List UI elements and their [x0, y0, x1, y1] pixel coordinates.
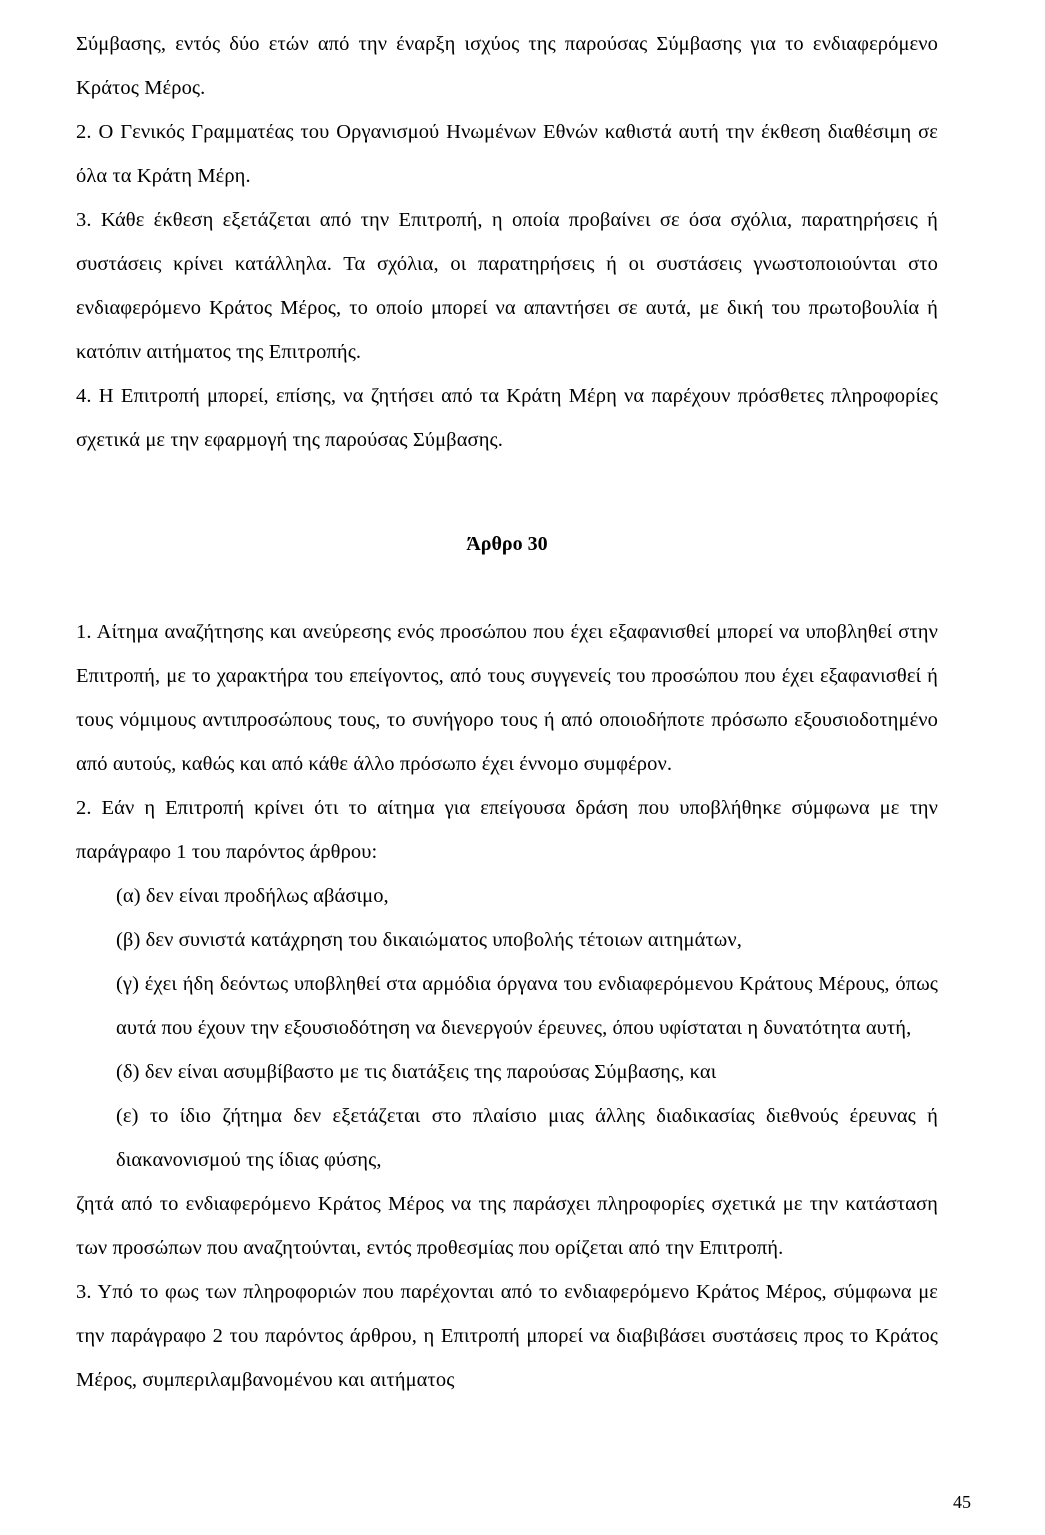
article-heading: Άρθρο 30	[466, 533, 548, 555]
page-number: 45	[953, 1492, 971, 1512]
paragraph-2: 2. Ο Γενικός Γραμματέας του Οργανισμού Ηνωμένων Εθνών καθιστά αυτή την έκθεση διαθέσιμη σε όλα τα Κράτη Μέρη.	[76, 121, 938, 187]
article30-paragraph-3: 3. Υπό το φως των πληροφοριών που παρέχονται από το ενδιαφερόμενο Κράτος Μέρος, σύμφωνα με την παράγραφο 2 του παρόντος άρθρου, η Επιτροπή μπορεί να διαβιβάσει συστάσεις προς το Κράτος Μέρος, συμπεριλαμβανομένου και αιτήματος	[76, 1281, 938, 1391]
article30-paragraph-2-closing: ζητά από το ενδιαφερόμενο Κράτος Μέρος να της παράσχει πληροφορίες σχετικά με την κατάσταση των προσώπων που αναζητούνται, εντός προθεσμίας που ορίζεται από την Επιτροπή.	[76, 1193, 938, 1259]
article30-paragraph-2: 2. Εάν η Επιτροπή κρίνει ότι το αίτημα για επείγουσα δράση που υποβλήθηκε σύμφωνα με την παράγραφο 1 του παρόντος άρθρου:	[76, 797, 938, 863]
document-body	[76, 22, 938, 1402]
sub-item-b: (β) δεν συνιστά κατάχρηση του δικαιώματος υποβολής τέτοιων αιτημάτων,	[116, 929, 742, 951]
sub-item-c: (γ) έχει ήδη δεόντως υποβληθεί στα αρμόδια όργανα του ενδιαφερόμενου Κράτους Μέρους, όπως αυτά που έχουν την εξουσιοδότηση να διενεργούν έρευνες, όπου υφίσταται η δυνατότητα αυτή,	[116, 973, 938, 1039]
sub-item-a: (α) δεν είναι προδήλως αβάσιμο,	[116, 885, 389, 907]
paragraph-3: 3. Κάθε έκθεση εξετάζεται από την Επιτροπή, η οποία προβαίνει σε όσα σχόλια, παρατηρήσεις ή συστάσεις κρίνει κατάλληλα. Τα σχόλια, οι παρατηρήσεις ή οι συστάσεις γνωστοποιούνται στο ενδιαφερόμενο Κράτος Μέρος, το οποίο μπορεί να απαντήσει σε αυτά, με δική του πρωτοβουλία ή κατόπιν αιτήματος της Επιτροπής.	[76, 209, 938, 363]
article30-paragraph-1: 1. Αίτημα αναζήτησης και ανεύρεσης ενός προσώπου που έχει εξαφανισθεί μπορεί να υποβληθεί στην Επιτροπή, με το χαρακτήρα του επείγοντος, από τους συγγενείς του προσώπου που έχει εξαφανισθεί ή τους νόμιμους αντιπροσώπους τους, το συνήγορο τους ή από οποιοδήποτε πρόσωπο εξουσιοδοτημένο από αυτούς, καθώς και από κάθε άλλο πρόσωπο έχει έννομο συμφέρον.	[76, 621, 938, 775]
paragraph-4: 4. Η Επιτροπή μπορεί, επίσης, να ζητήσει από τα Κράτη Μέρη να παρέχουν πρόσθετες πληροφορίες σχετικά με την εφαρμογή της παρούσας Σύμβασης.	[76, 385, 938, 451]
sub-item-e: (ε) το ίδιο ζήτημα δεν εξετάζεται στο πλαίσιο μιας άλλης διαδικασίας διεθνούς έρευνας ή διακανονισμού της ίδιας φύσης,	[116, 1105, 938, 1171]
spacer-after-heading	[76, 566, 938, 610]
sub-item-d: (δ) δεν είναι ασυμβίβαστο με τις διατάξεις της παρούσας Σύμβασης, και	[116, 1061, 717, 1083]
spacer-before-heading	[76, 462, 938, 522]
paragraph-continuation: Σύμβασης, εντός δύο ετών από την έναρξη ισχύος της παρούσας Σύμβασης για το ενδιαφερόμενο Κράτος Μέρος.	[76, 33, 938, 99]
